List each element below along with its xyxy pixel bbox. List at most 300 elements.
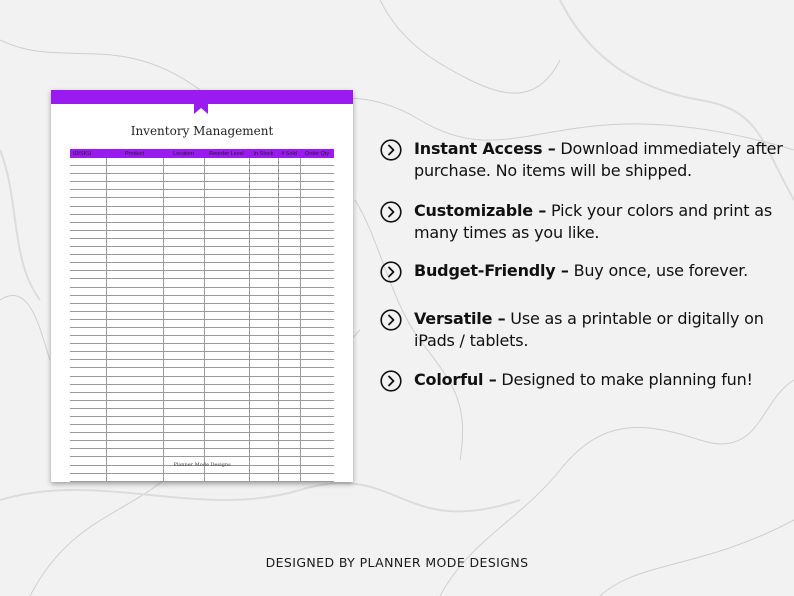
table-cell [204, 319, 249, 327]
table-cell [278, 319, 300, 327]
table-cell [163, 319, 204, 327]
table-cell [249, 408, 278, 416]
table-cell [249, 166, 278, 174]
table-row [70, 214, 334, 222]
table-cell [70, 425, 106, 433]
table-cell [278, 392, 300, 400]
table-cell [204, 449, 249, 457]
table-cell [278, 473, 300, 481]
table-cell [204, 198, 249, 206]
table-cell [249, 392, 278, 400]
table-cell [204, 222, 249, 230]
table-cell [300, 433, 334, 441]
table-row [70, 279, 334, 287]
table-cell [204, 433, 249, 441]
feature-text [414, 260, 784, 282]
table-cell [204, 417, 249, 425]
table-row [70, 206, 334, 214]
table-cell [300, 384, 334, 392]
table-cell [70, 247, 106, 255]
table-cell [204, 344, 249, 352]
table-cell [278, 433, 300, 441]
column-header: In Stock [249, 149, 278, 158]
chevron-right-circle-icon [380, 309, 402, 331]
table-cell [106, 214, 163, 222]
table-cell [204, 368, 249, 376]
table-cell [204, 441, 249, 449]
table-cell [70, 174, 106, 182]
table-cell [70, 376, 106, 384]
inventory-sheet-preview [51, 90, 353, 482]
table-row [70, 222, 334, 230]
table-row [70, 230, 334, 238]
table-row [70, 408, 334, 416]
table-cell [249, 344, 278, 352]
table-cell [163, 255, 204, 263]
table-cell [106, 303, 163, 311]
table-cell [70, 327, 106, 335]
chevron-right-circle-icon [380, 201, 402, 223]
table-cell [249, 198, 278, 206]
table-cell [70, 408, 106, 416]
table-row [70, 360, 334, 368]
feature-title: Budget-Friendly – [414, 261, 569, 280]
table-cell [204, 376, 249, 384]
table-cell [300, 336, 334, 344]
feature-description: Download immediately after purchase. No items will be shipped. [414, 139, 783, 180]
table-cell [106, 400, 163, 408]
table-cell [163, 198, 204, 206]
table-cell [204, 392, 249, 400]
table-cell [249, 433, 278, 441]
table-row [70, 376, 334, 384]
chevron-right-circle-icon [380, 370, 402, 392]
table-cell [249, 255, 278, 263]
table-cell [249, 441, 278, 449]
table-cell [300, 174, 334, 182]
table-row [70, 158, 334, 166]
table-row [70, 238, 334, 246]
table-cell [204, 287, 249, 295]
table-cell [70, 417, 106, 425]
table-cell [70, 433, 106, 441]
table-cell [106, 319, 163, 327]
table-cell [278, 449, 300, 457]
feature-title: Customizable – [414, 201, 547, 220]
table-cell [300, 368, 334, 376]
table-cell [106, 271, 163, 279]
table-cell [300, 327, 334, 335]
table-cell [300, 352, 334, 360]
table-cell [106, 311, 163, 319]
table-cell [163, 433, 204, 441]
table-cell [106, 206, 163, 214]
table-cell [163, 368, 204, 376]
table-cell [278, 311, 300, 319]
table-cell [163, 441, 204, 449]
table-cell [204, 360, 249, 368]
table-cell [204, 295, 249, 303]
table-cell [300, 222, 334, 230]
table-cell [70, 368, 106, 376]
column-header: Location [163, 149, 204, 158]
table-cell [278, 247, 300, 255]
table-cell [163, 352, 204, 360]
table-cell [204, 384, 249, 392]
table-cell [278, 360, 300, 368]
table-cell [300, 271, 334, 279]
table-cell [70, 400, 106, 408]
table-cell [106, 287, 163, 295]
feature-title: Colorful – [414, 370, 497, 389]
table-cell [300, 166, 334, 174]
table-row [70, 425, 334, 433]
table-cell [204, 400, 249, 408]
table-cell [70, 336, 106, 344]
table-cell [106, 190, 163, 198]
table-cell [163, 287, 204, 295]
chevron-right-circle-icon [380, 261, 402, 283]
table-cell [106, 198, 163, 206]
table-cell [163, 327, 204, 335]
table-cell [106, 360, 163, 368]
table-cell [278, 214, 300, 222]
table-cell [163, 271, 204, 279]
feature-title: Versatile – [414, 309, 506, 328]
table-cell [249, 271, 278, 279]
table-cell [278, 303, 300, 311]
table-cell [249, 311, 278, 319]
table-cell [106, 449, 163, 457]
table-cell [300, 238, 334, 246]
column-header: # Sold [278, 149, 300, 158]
table-cell [163, 311, 204, 319]
table-cell [278, 384, 300, 392]
table-cell [70, 303, 106, 311]
table-cell [70, 319, 106, 327]
table-cell [70, 344, 106, 352]
table-cell [300, 360, 334, 368]
table-cell [204, 408, 249, 416]
table-cell [70, 238, 106, 246]
table-body [70, 158, 334, 481]
table-cell [204, 336, 249, 344]
table-cell [278, 441, 300, 449]
table-cell [249, 449, 278, 457]
table-cell [163, 295, 204, 303]
table-row [70, 352, 334, 360]
table-row [70, 433, 334, 441]
table-cell [106, 368, 163, 376]
table-cell [163, 182, 204, 190]
table-cell [204, 311, 249, 319]
column-header: Product [106, 149, 163, 158]
table-cell [106, 392, 163, 400]
table-cell [204, 214, 249, 222]
table-cell [163, 344, 204, 352]
table-cell [278, 344, 300, 352]
table-cell [278, 352, 300, 360]
table-cell [278, 376, 300, 384]
table-row [70, 417, 334, 425]
table-cell [70, 287, 106, 295]
table-cell [300, 279, 334, 287]
table-cell [249, 247, 278, 255]
table-cell [70, 279, 106, 287]
table-cell [163, 303, 204, 311]
table-row [70, 473, 334, 481]
table-cell [300, 206, 334, 214]
table-cell [278, 408, 300, 416]
table-cell [106, 473, 163, 481]
table-cell [278, 206, 300, 214]
table-cell [70, 158, 106, 166]
table-row [70, 384, 334, 392]
table-cell [204, 473, 249, 481]
table-cell [106, 425, 163, 433]
table-cell [204, 327, 249, 335]
table-row [70, 247, 334, 255]
sheet-title: Inventory Management [130, 124, 274, 138]
table-cell [278, 417, 300, 425]
table-cell [300, 449, 334, 457]
table-cell [249, 206, 278, 214]
chevron-right-circle-icon [380, 139, 402, 161]
table-cell [300, 303, 334, 311]
feature-title: Instant Access – [414, 139, 556, 158]
table-cell [278, 166, 300, 174]
table-cell [70, 190, 106, 198]
table-cell [300, 263, 334, 271]
table-cell [249, 295, 278, 303]
table-row [70, 263, 334, 271]
table-cell [249, 425, 278, 433]
feature-text [414, 138, 784, 182]
table-cell [278, 271, 300, 279]
table-cell [70, 166, 106, 174]
table-cell [70, 206, 106, 214]
table-cell [300, 311, 334, 319]
table-cell [70, 352, 106, 360]
table-row [70, 182, 334, 190]
table-cell [204, 166, 249, 174]
table-cell [106, 174, 163, 182]
table-cell [278, 327, 300, 335]
table-cell [106, 344, 163, 352]
table-cell [163, 158, 204, 166]
feature-description: Pick your colors and print as many times as you like. [414, 201, 772, 242]
table-cell [106, 158, 163, 166]
table-cell [249, 376, 278, 384]
table-cell [163, 417, 204, 425]
table-cell [204, 247, 249, 255]
table-header-row [70, 149, 334, 158]
table-cell [163, 384, 204, 392]
table-row [70, 336, 334, 344]
column-header: Reorder Level [204, 149, 249, 158]
table-cell [249, 352, 278, 360]
inventory-table [70, 149, 334, 482]
table-cell [204, 263, 249, 271]
table-cell [249, 279, 278, 287]
table-cell [278, 295, 300, 303]
table-cell [106, 263, 163, 271]
table-cell [70, 360, 106, 368]
table-cell [204, 206, 249, 214]
table-cell [300, 182, 334, 190]
table-cell [278, 263, 300, 271]
table-cell [249, 182, 278, 190]
table-cell [70, 182, 106, 190]
table-cell [163, 376, 204, 384]
table-cell [278, 230, 300, 238]
table-cell [278, 279, 300, 287]
table-cell [70, 449, 106, 457]
table-row [70, 287, 334, 295]
table-cell [300, 255, 334, 263]
table-row [70, 400, 334, 408]
table-cell [70, 311, 106, 319]
table-cell [204, 238, 249, 246]
table-cell [278, 368, 300, 376]
table-row [70, 295, 334, 303]
table-cell [249, 368, 278, 376]
feature-description: Use as a printable or digitally on iPads / tablets. [414, 309, 764, 350]
table-cell [278, 190, 300, 198]
table-cell [70, 255, 106, 263]
table-cell [300, 247, 334, 255]
table-cell [300, 190, 334, 198]
table-cell [106, 182, 163, 190]
table-cell [70, 214, 106, 222]
table-cell [163, 190, 204, 198]
table-cell [249, 473, 278, 481]
table-cell [106, 279, 163, 287]
table-cell [163, 174, 204, 182]
table-cell [204, 255, 249, 263]
table-cell [300, 295, 334, 303]
table-cell [106, 327, 163, 335]
table-cell [300, 425, 334, 433]
table-cell [300, 230, 334, 238]
table-row [70, 303, 334, 311]
table-cell [278, 238, 300, 246]
table-cell [70, 271, 106, 279]
table-cell [249, 230, 278, 238]
table-cell [300, 408, 334, 416]
table-cell [278, 158, 300, 166]
table-cell [278, 336, 300, 344]
table-cell [204, 271, 249, 279]
table-cell [106, 376, 163, 384]
table-cell [249, 190, 278, 198]
feature-text [414, 200, 784, 244]
table-cell [278, 255, 300, 263]
table-cell [249, 158, 278, 166]
table-cell [70, 263, 106, 271]
table-cell [106, 417, 163, 425]
table-row [70, 174, 334, 182]
table-cell [204, 352, 249, 360]
table-cell [249, 360, 278, 368]
table-cell [249, 263, 278, 271]
column-header: Order Qty [300, 149, 334, 158]
table-cell [163, 222, 204, 230]
table-cell [204, 230, 249, 238]
table-cell [106, 336, 163, 344]
table-cell [249, 214, 278, 222]
table-cell [70, 222, 106, 230]
table-cell [106, 255, 163, 263]
table-cell [300, 198, 334, 206]
table-cell [204, 303, 249, 311]
table-cell [300, 319, 334, 327]
table-cell [70, 473, 106, 481]
table-cell [163, 392, 204, 400]
table-cell [106, 222, 163, 230]
table-cell [204, 190, 249, 198]
table-cell [70, 295, 106, 303]
column-header: ID/SKU [70, 149, 106, 158]
table-row [70, 319, 334, 327]
table-cell [300, 287, 334, 295]
table-cell [300, 441, 334, 449]
table-cell [163, 166, 204, 174]
table-cell [249, 238, 278, 246]
table-cell [106, 441, 163, 449]
table-cell [163, 449, 204, 457]
table-cell [278, 182, 300, 190]
table-cell [163, 214, 204, 222]
table-cell [249, 222, 278, 230]
table-cell [106, 295, 163, 303]
table-cell [300, 417, 334, 425]
table-cell [204, 158, 249, 166]
table-cell [300, 400, 334, 408]
table-cell [204, 182, 249, 190]
table-cell [70, 384, 106, 392]
table-cell [163, 473, 204, 481]
table-row [70, 344, 334, 352]
table-cell [163, 400, 204, 408]
table-cell [163, 336, 204, 344]
table-cell [300, 344, 334, 352]
table-cell [249, 336, 278, 344]
table-cell [300, 473, 334, 481]
feature-text [414, 308, 784, 352]
table-row [70, 327, 334, 335]
table-row [70, 449, 334, 457]
table-cell [106, 230, 163, 238]
designer-credit: DESIGNED BY PLANNER MODE DESIGNS [265, 555, 529, 570]
table-cell [163, 279, 204, 287]
table-cell [106, 384, 163, 392]
table-cell [106, 433, 163, 441]
table-row [70, 255, 334, 263]
table-row [70, 198, 334, 206]
table-row [70, 392, 334, 400]
table-cell [70, 198, 106, 206]
table-cell [300, 158, 334, 166]
table-cell [204, 279, 249, 287]
table-cell [278, 198, 300, 206]
table-row [70, 368, 334, 376]
table-cell [163, 206, 204, 214]
table-cell [249, 400, 278, 408]
table-cell [163, 230, 204, 238]
table-cell [300, 392, 334, 400]
table-cell [278, 425, 300, 433]
